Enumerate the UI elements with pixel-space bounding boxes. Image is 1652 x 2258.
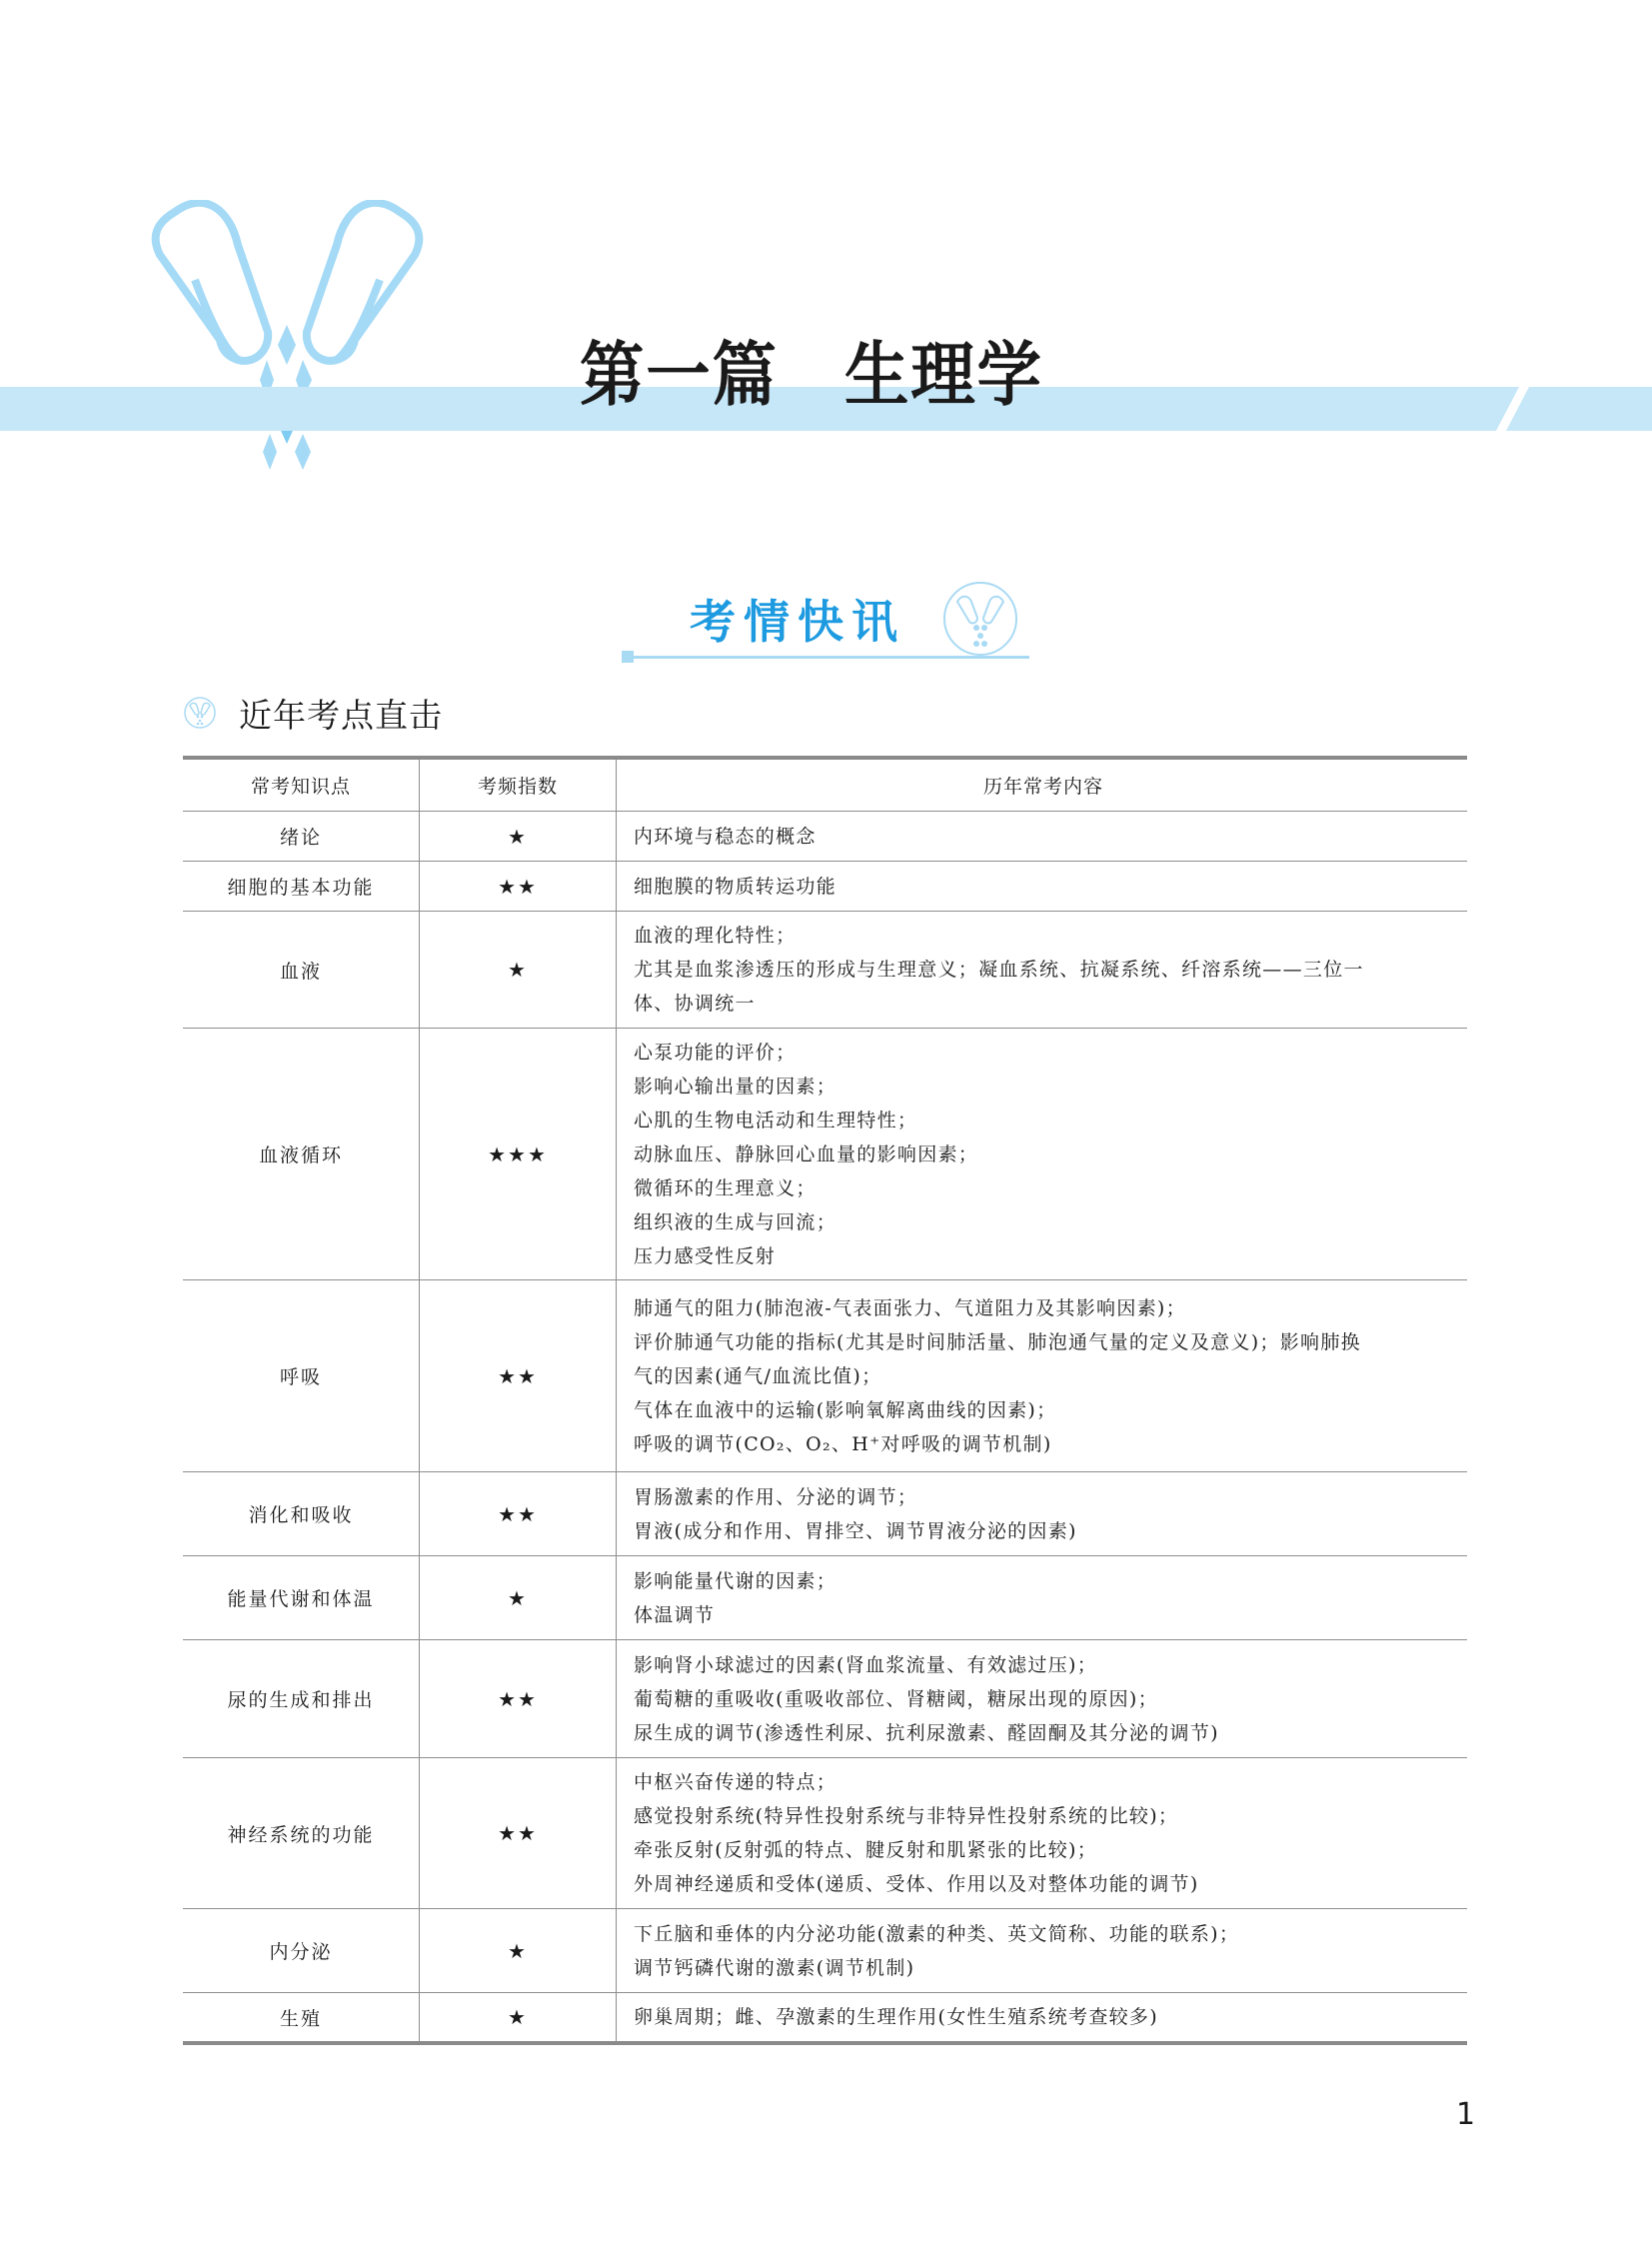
- topic-cell: 呼吸: [183, 1280, 420, 1471]
- content-cell: [617, 1280, 1467, 1471]
- exam-topics-table: [183, 756, 1467, 2045]
- content-cell: [617, 1472, 1467, 1555]
- topic-cell: 尿的生成和排出: [183, 1640, 420, 1757]
- capsule-circle-icon: [941, 580, 1019, 658]
- content-line: 评价肺通气功能的指标(尤其是时间肺活量、肺泡通气量的定义及意义)；影响肺换: [634, 1330, 1361, 1353]
- content-line: 外周神经递质和受体(递质、受体、作用以及对整体功能的调节): [634, 1873, 1199, 1895]
- content-cell: [617, 1909, 1467, 1992]
- content-line: 调节钙磷代谢的激素(调节机制): [634, 1956, 915, 1979]
- content-line: 气的因素(通气/血流比值)；: [634, 1364, 882, 1387]
- table-row: [183, 1909, 1467, 1993]
- table-row: [183, 1029, 1467, 1280]
- table-row: [183, 812, 1467, 862]
- content-line: 心泵功能的评价；: [634, 1041, 797, 1064]
- content-line: 动脉血压、静脉回心血量的影响因素；: [634, 1142, 979, 1165]
- frequency-stars: ★★: [420, 1472, 617, 1555]
- topic-cell: 内分泌: [183, 1909, 420, 1992]
- content-line: 葡萄糖的重吸收(重吸收部位、肾糖阈，糖尿出现的原因)；: [634, 1687, 1158, 1710]
- content-cell: [617, 862, 1467, 911]
- frequency-stars: ★★: [420, 1640, 617, 1757]
- topic-cell: 消化和吸收: [183, 1472, 420, 1555]
- chapter-title: 第一篇 生理学: [580, 334, 1043, 416]
- topic-cell: 绪论: [183, 812, 420, 861]
- table-row: [183, 1280, 1467, 1472]
- content-line: 细胞膜的物质转运功能: [634, 875, 837, 898]
- topic-cell: 生殖: [183, 1993, 420, 2041]
- content-line: 卵巢周期；雌、孕激素的生理作用(女性生殖系统考查较多): [634, 2006, 1158, 2028]
- content-cell: [617, 1556, 1467, 1639]
- content-cell: [617, 1029, 1467, 1279]
- topic-cell: 血液: [183, 912, 420, 1028]
- frequency-stars: ★: [420, 812, 617, 861]
- table-body: [183, 812, 1467, 2041]
- header-frequency: 考频指数: [420, 760, 617, 811]
- header-content: 历年常考内容: [982, 776, 1103, 798]
- content-line: 体温调节: [634, 1603, 716, 1626]
- content-cell: [617, 812, 1467, 861]
- content-line: 胃肠激素的作用、分泌的调节；: [634, 1485, 918, 1508]
- content-line: 影响心输出量的因素；: [634, 1075, 837, 1098]
- table-row: [183, 862, 1467, 912]
- frequency-stars: ★★: [420, 1280, 617, 1471]
- content-line: 气体在血液中的运输(影响氧解离曲线的因素)；: [634, 1398, 1057, 1421]
- table-row: [183, 1640, 1467, 1758]
- content-line: 牵张反射(反射弧的特点、腱反射和肌紧张的比较)；: [634, 1839, 1098, 1861]
- content-line: 体、协调统一: [634, 993, 756, 1015]
- section-underline: [628, 656, 1029, 659]
- content-line: 组织液的生成与回流；: [634, 1210, 837, 1233]
- content-line: 下丘脑和垂体的内分泌功能(激素的种类、英文简称、功能的联系)；: [634, 1922, 1240, 1945]
- frequency-stars: ★: [420, 1909, 617, 1992]
- content-cell: [617, 1640, 1467, 1757]
- content-line: 尤其是血浆渗透压的形成与生理意义；凝血系统、抗凝系统、纤溶系统——三位一: [634, 959, 1364, 981]
- content-line: 内环境与稳态的概念: [634, 825, 817, 848]
- content-line: 微循环的生理意义；: [634, 1176, 817, 1199]
- topic-cell: 神经系统的功能: [183, 1758, 420, 1908]
- frequency-stars: ★: [420, 1556, 617, 1639]
- table-row: [183, 1993, 1467, 2041]
- frequency-stars: ★★: [420, 1758, 617, 1908]
- topic-cell: 血液循环: [183, 1029, 420, 1279]
- capsule-circle-small-icon: [183, 696, 217, 730]
- content-line: 呼吸的调节(CO₂、O₂、H⁺对呼吸的调节机制): [634, 1432, 1052, 1455]
- table-row: [183, 912, 1467, 1029]
- topic-cell: 细胞的基本功能: [183, 862, 420, 911]
- content-line: 肺通气的阻力(肺泡液-气表面张力、气道阻力及其影响因素)；: [634, 1296, 1186, 1319]
- frequency-stars: ★: [420, 1993, 617, 2041]
- content-cell: [617, 1758, 1467, 1908]
- table-row: [183, 1556, 1467, 1640]
- header-topic: 常考知识点: [183, 760, 420, 811]
- frequency-stars: ★: [420, 912, 617, 1028]
- content-cell: [617, 912, 1467, 1028]
- frequency-stars: ★★: [420, 862, 617, 911]
- content-line: 心肌的生物电活动和生理特性；: [634, 1109, 918, 1131]
- subsection-heading: [183, 688, 443, 738]
- table-header-row: [183, 760, 1467, 812]
- table-row: [183, 1472, 1467, 1556]
- topic-cell: 能量代谢和体温: [183, 1556, 420, 1639]
- table-row: [183, 1758, 1467, 1909]
- subsection-title: 近年考点直击: [239, 695, 443, 735]
- content-line: 压力感受性反射: [634, 1244, 777, 1267]
- content-line: 感觉投射系统(特异性投射系统与非特异性投射系统的比较)；: [634, 1805, 1179, 1827]
- content-cell: [617, 1993, 1467, 2041]
- content-line: 中枢兴奋传递的特点；: [634, 1771, 837, 1793]
- content-line: 血液的理化特性；: [634, 925, 797, 947]
- section-title: 考情快讯: [690, 595, 905, 649]
- page-number: 1: [1456, 2097, 1476, 2132]
- content-line: 影响能量代谢的因素；: [634, 1569, 837, 1592]
- content-line: 胃液(成分和作用、胃排空、调节胃液分泌的因素): [634, 1519, 1077, 1542]
- frequency-stars: ★★★: [420, 1029, 617, 1279]
- content-line: 影响肾小球滤过的因素(肾血浆流量、有效滤过压)；: [634, 1653, 1098, 1676]
- content-line: 尿生成的调节(渗透性利尿、抗利尿激素、醛固酮及其分泌的调节): [634, 1721, 1219, 1744]
